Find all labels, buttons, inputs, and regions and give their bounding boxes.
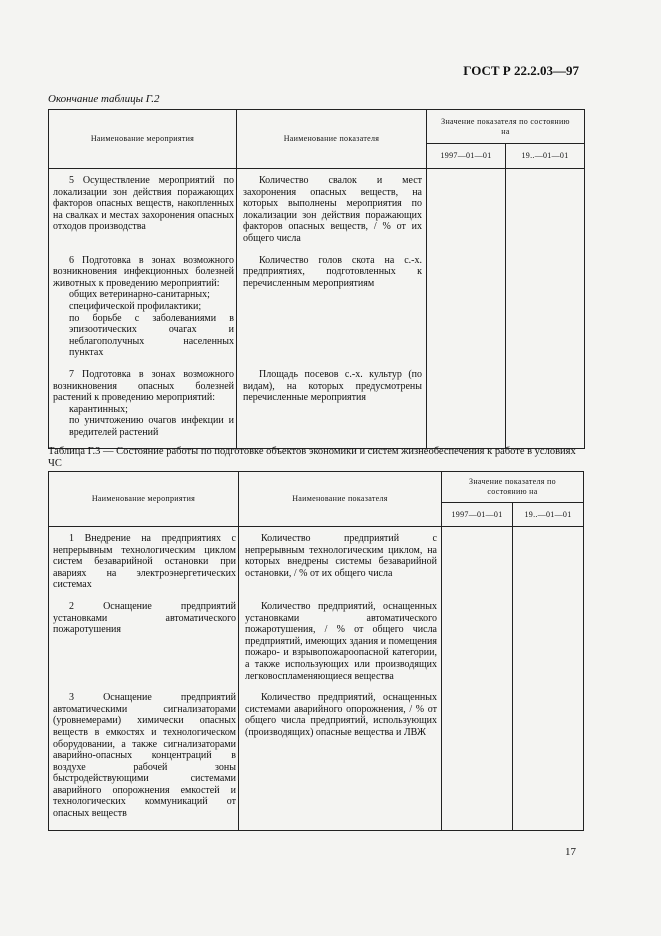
- table-row: [49, 692, 584, 830]
- table-row: [49, 169, 585, 255]
- indicator-text: Площадь посевов с.-х. культур (по видам), на которых предусмотрены перечисленные мероприятия: [243, 368, 422, 404]
- measure-item: по борьбе с заболеваниями в эпизоотических очагах и неблагополучных населенных пунктах: [69, 312, 234, 359]
- table2-caption: Таблица Г.3 — Состояние работы по подготовке объектов экономики и систем жизнеобеспечения к работе в условиях ЧС: [48, 446, 576, 469]
- col-indicator-header: Наименование показателя: [237, 110, 427, 169]
- measure-text: 6 Подготовка в зонах возможного возникновения инфекционных болезней животных к проведению мероприятий:: [53, 254, 234, 289]
- indicator-text: Количество свалок и мест захоронения опасных веществ, на которых выполнены мероприятия по локализации зон действия поражающих факторов опасных веществ, / % от их общего числа: [243, 175, 422, 244]
- measure-text: 1 Внедрение на предприятиях с непрерывным технологическим циклом систем безаварийной остановки при авариях на электроэнергетических системах: [53, 533, 236, 591]
- measure-item: по уничтожению очагов инфекции и вредителей растений: [69, 415, 234, 438]
- table1-caption: Окончание таблицы Г.2: [48, 93, 160, 105]
- table-row: [49, 601, 584, 692]
- indicator-text: Количество предприятий, оснащенных установками автоматического пожаротушения, / % от общего числа предприятий, имеющих здания и помещения пожаро- и взрывопожароопасной категории, а также использующих или производящих легковоспламеняющиеся вещества: [245, 600, 437, 682]
- col-indicator-header: Наименование показателя: [239, 472, 442, 527]
- indicator-text: Количество предприятий с непрерывным технологическим циклом, на которых внедрены системы безаварийной остановки, / % от их общего числа: [245, 533, 437, 579]
- document-code: ГОСТ Р 22.2.03—97: [463, 63, 579, 78]
- page-number: 17: [565, 846, 576, 858]
- table-row: [49, 369, 585, 449]
- measure-item: общих ветеринарно-санитарных;: [69, 289, 210, 301]
- measure-text: 3 Оснащение предприятий автоматическими сигнализаторами (уровнемерами) химически опасных веществ в емкостях и технологическом оборудовании, а также сигнализаторами аварийно-опасных концентраций в воздухе рабочей зоны быстродействующими системами аварийного опорожнения емкостей и технологических коммуникаций от опасных веществ: [53, 692, 236, 820]
- date-col-19xx: 19..—01—01: [506, 144, 585, 169]
- measure-item: специфической профилактики;: [69, 300, 202, 312]
- col-measure-header: Наименование мероприятия: [49, 110, 237, 169]
- indicator-text: Количество предприятий, оснащенных системами аварийного опорожнения, / % от общего числа предприятий, использующих (производящих) опасные вещества и ЛВЖ: [245, 692, 437, 738]
- table-g2-continuation: [48, 109, 585, 449]
- date-col-19xx: 19..—01—01: [513, 503, 584, 527]
- measure-item: карантинных;: [69, 403, 128, 415]
- table-row: [49, 527, 584, 601]
- col-measure-header: Наименование мероприятия: [49, 472, 239, 527]
- indicator-text: Количество голов скота на с.-х. предприятиях, подготовленных к перечисленным мероприятиям: [243, 254, 422, 289]
- measure-text: 2 Оснащение предприятий установками автоматического пожаротушения: [53, 600, 236, 636]
- table-row: [49, 255, 585, 369]
- table-g3: [48, 471, 584, 831]
- date-col-1997: 1997—01—01: [442, 503, 513, 527]
- col-value-header: Значение показателя по состоянию на: [442, 472, 584, 503]
- col-value-header: Значение показателя по состоянию на: [427, 110, 585, 144]
- measure-text: 7 Подготовка в зонах возможного возникновения опасных болезней растений к проведению мероприятий:: [53, 368, 234, 404]
- measure-text: 5 Осуществление мероприятий по локализации зон действия поражающих факторов опасных веществ, накопленных на свалках и местах захоронения опасных отходов производства: [53, 175, 234, 233]
- date-col-1997: 1997—01—01: [427, 144, 506, 169]
